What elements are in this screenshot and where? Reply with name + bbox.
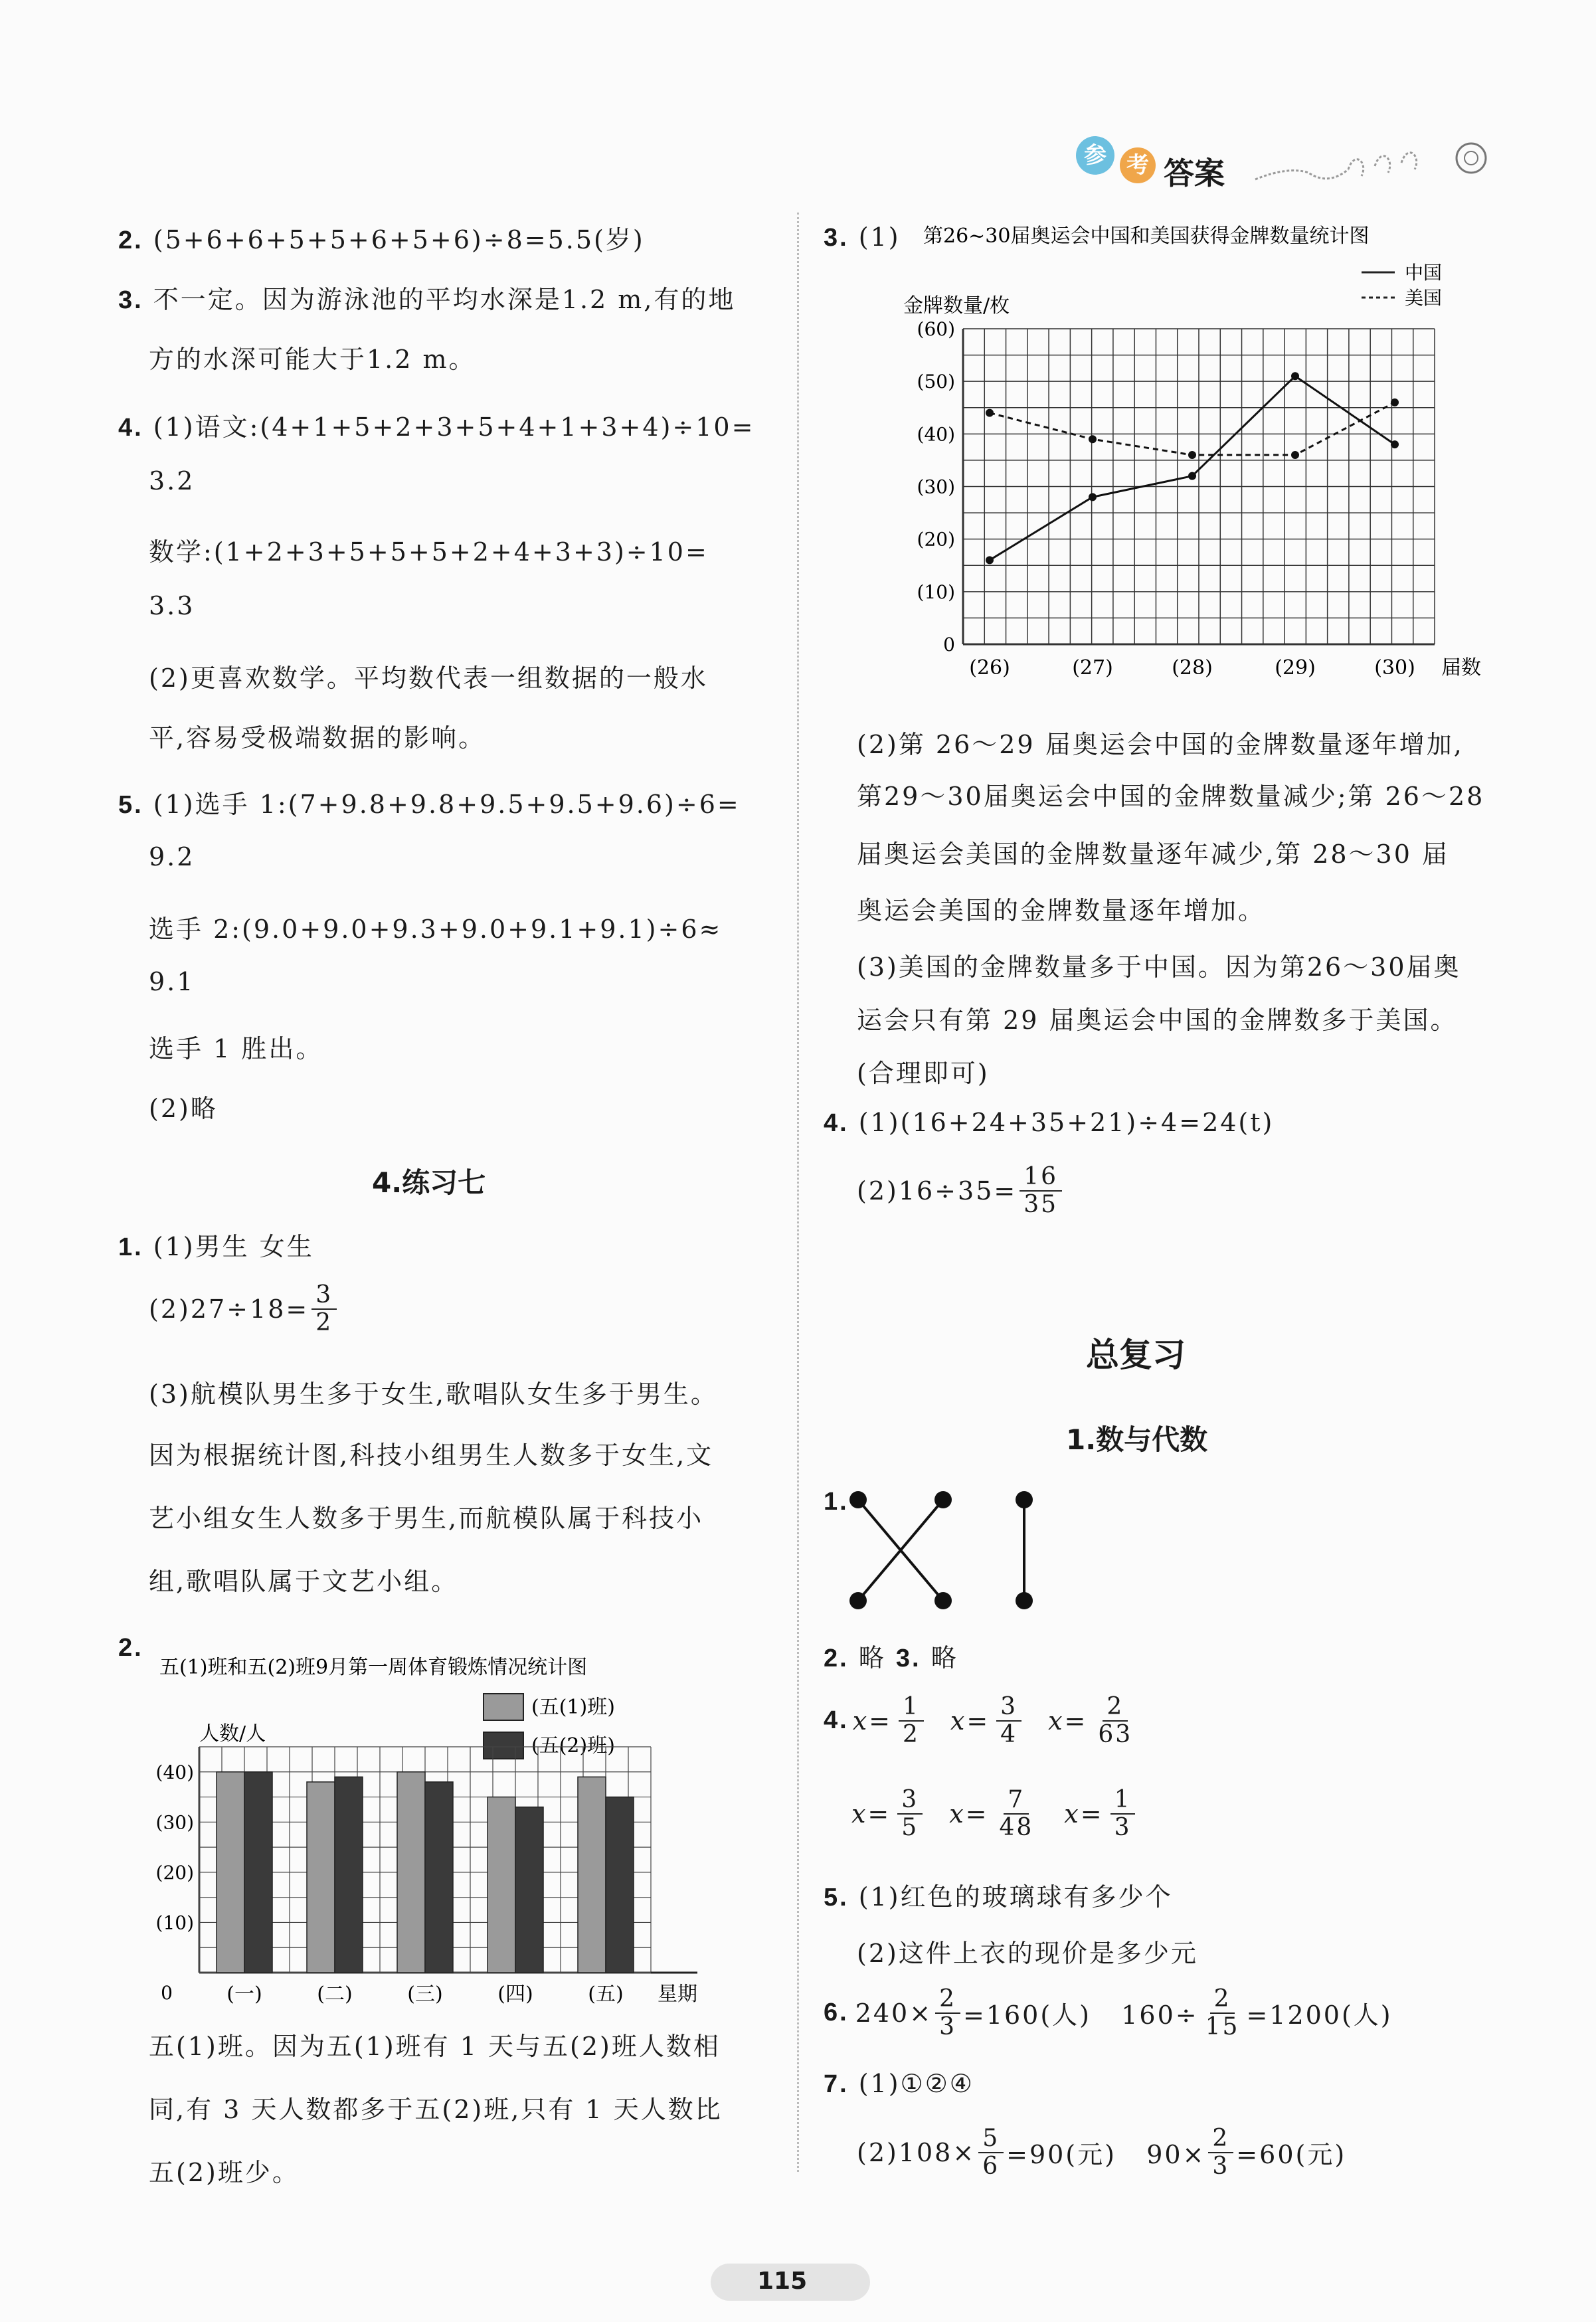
fraction: $\frac{2}{15}$ [1205, 1985, 1240, 2040]
y-tick-label: (40) [917, 423, 955, 446]
q4-line-2: 3.2 [149, 466, 195, 495]
q4-line-6: 平,容易受极端数据的影响。 [149, 723, 486, 753]
header-title: 答案 [1164, 155, 1225, 191]
q5-line-1: 5. (1)选手 1:(7+9.8+9.8+9.5+9.5+9.6)÷6= [118, 790, 741, 819]
series-line-china [990, 376, 1395, 560]
rq3-ans2-2: 第29～30届奥运会中国的金牌数量减少;第 26～28 [857, 782, 1485, 811]
r7-line-1: 7. (1)①②④ [824, 2069, 974, 2098]
bar [425, 1782, 453, 1973]
chart-title: 第26~30届奥运会中国和美国获得金牌数量统计图 [923, 224, 1370, 248]
fraction: $\frac{7}{48}$ [999, 1786, 1034, 1841]
legend-swatch-class-1 [484, 1694, 523, 1720]
y-tick-label: (20) [155, 1861, 194, 1884]
q3-line-1: 3. 不一定。因为游泳池的平均水深是1.2 m,有的地 [118, 285, 736, 314]
y-tick-label: (10) [155, 1912, 194, 1934]
data-point [1089, 493, 1097, 501]
rq4-line-1: 4. (1)(16+24+35+21)÷4=24(t) [824, 1108, 1275, 1137]
rq3-ans3-3: (合理即可) [857, 1059, 990, 1088]
q4-line-1: 4. (1)语文:(4+1+5+2+3+5+4+1+3+4)÷10= [118, 412, 755, 442]
s1-line-3: (3)航模队男生多于女生,歌唱队女生多于男生。 [149, 1380, 718, 1409]
review-title: 总复习 [1086, 1336, 1186, 1374]
data-point [1089, 435, 1097, 443]
fraction: $\frac{2}{3}$ [935, 1986, 960, 2040]
series-line-usa [990, 402, 1395, 455]
x-tick-label: (二) [317, 1983, 353, 2006]
chart-title: 五(1)班和五(2)班9月第一周体育锻炼情况统计图 [159, 1656, 588, 1679]
q4-line-5: (2)更喜欢数学。平均数代表一组数据的一般水 [149, 664, 708, 693]
r4-line-1: 4. x= $\frac{1}{2}$ x= $\frac{3}{4}$ x= $\frac{2}{63}$ [824, 1694, 1139, 1747]
data-point [1391, 440, 1399, 448]
x-tick-label: (29) [1275, 656, 1316, 679]
line-chart [890, 219, 1488, 697]
r1-number: 1. [824, 1488, 849, 1516]
q5-line-4: 9.1 [149, 967, 195, 996]
y-axis-label: 人数/人 [199, 1722, 266, 1745]
page-number: 115 [757, 2268, 808, 2295]
data-point [1188, 472, 1196, 480]
fraction: $\frac{3}{5}$ [897, 1787, 923, 1840]
fraction: $\frac{3}{2}$ [311, 1282, 337, 1336]
bar [307, 1782, 335, 1973]
q5-line-3: 选手 2:(9.0+9.0+9.3+9.0+9.1+9.1)÷6≈ [149, 915, 723, 944]
header-decoration [1249, 133, 1501, 199]
fraction: $\frac{2}{3}$ [1208, 2125, 1233, 2179]
bar [515, 1807, 543, 1973]
q2-line: 2. (5+6+6+5+5+6+5+6)÷8=5.5(岁) [118, 225, 645, 254]
legend-label-class-1: (五(1)班) [531, 1696, 615, 1719]
bar-chart [120, 1647, 731, 2019]
bar [488, 1797, 515, 1973]
x-tick-label: (五) [588, 1983, 624, 2006]
bar [397, 1772, 425, 1973]
s1-line-1: 1. (1)男生 女生 [118, 1232, 314, 1261]
column-divider [797, 213, 799, 2172]
x-tick-label: (26) [969, 656, 1010, 679]
x-tick-label: (四) [497, 1983, 533, 2006]
r5-line-1: 5. (1)红色的玻璃球有多少个 [824, 1882, 1173, 1912]
y-tick-label: 0 [943, 634, 955, 656]
data-point [986, 556, 994, 564]
rq3-ans2-4: 奥运会美国的金牌数量逐年增加。 [857, 896, 1266, 925]
y-tick-label: (50) [917, 371, 955, 393]
r5-line-2: (2)这件上衣的现价是多少元 [857, 1939, 1198, 1968]
r6-line: 6. 240× $\frac{2}{3}$ =160(人) 160÷ $\frac{2}{15}$ =1200(人) [824, 1985, 1393, 2040]
fraction: $\frac{2}{63}$ [1098, 1693, 1133, 1748]
x-tick-label: (30) [1374, 656, 1415, 679]
x-tick-label: (28) [1172, 656, 1213, 679]
legend-label-usa: 美国 [1405, 287, 1443, 309]
review-subtitle: 1.数与代数 [1066, 1423, 1208, 1456]
legend-label-class-2: (五(2)班) [531, 1734, 615, 1757]
x-tick-label: (一) [226, 1983, 262, 2006]
fraction: $\frac{3}{4}$ [996, 1694, 1021, 1747]
legend-swatch-class-2 [484, 1732, 523, 1759]
y-tick-label: (40) [155, 1761, 194, 1783]
s1-line-5: 艺小组女生人数多于男生,而航模队属于科技小 [149, 1504, 704, 1533]
bar [606, 1797, 634, 1973]
s1-line-4: 因为根据统计图,科技小组男生人数多于女生,文 [149, 1441, 714, 1470]
x-axis-label: 星期 [658, 1983, 697, 2006]
s2-answer-3: 五(2)班少。 [149, 2158, 300, 2187]
bar [217, 1772, 244, 1973]
data-point [1291, 372, 1299, 380]
s1-line-6: 组,歌唱队属于文艺小组。 [149, 1567, 459, 1596]
bar [335, 1777, 363, 1973]
r2-r3-line: 2. 略 3. 略 [824, 1643, 958, 1672]
fraction: $\frac{1}{3}$ [1110, 1787, 1136, 1840]
s1-line-2: (2)27÷18= $\frac{3}{2}$ [149, 1282, 339, 1336]
header-badge-1: 参 [1076, 136, 1114, 175]
q5-line-2: 9.2 [149, 842, 195, 871]
bar [244, 1772, 272, 1973]
rq3-ans2-3: 届奥运会美国的金牌数量逐年减少,第 28～30 届 [857, 840, 1449, 869]
bar [578, 1777, 606, 1973]
q4-line-3: 数学:(1+2+3+5+5+5+2+4+3+3)÷10= [149, 537, 709, 567]
matching-lines-diagram [843, 1488, 1056, 1621]
rq3-ans3-1: (3)美国的金牌数量多于中国。因为第26～30届奥 [857, 952, 1461, 982]
y-tick-label: (30) [917, 476, 955, 498]
y-tick-label: 0 [161, 1982, 173, 2004]
x-tick-label: (三) [407, 1983, 443, 2006]
header-badge-2: 考 [1120, 147, 1156, 183]
y-tick-label: (30) [155, 1811, 194, 1834]
s2-number: 2. [118, 1634, 143, 1662]
rq3-ans2-1: (2)第 26～29 届奥运会中国的金牌数量逐年增加, [857, 730, 1464, 759]
q4-line-4: 3.3 [149, 591, 195, 620]
rq3-label: 3. (1) [824, 223, 901, 252]
data-point [986, 409, 994, 417]
q3-line-2: 方的水深可能大于1.2 m。 [149, 345, 476, 374]
x-axis-label: 届数 [1441, 656, 1481, 679]
fraction: $\frac{1}{2}$ [899, 1694, 924, 1747]
r7-line-2: (2)108× $\frac{5}{6}$ =90(元) 90× $\frac{2}{3}$ =60(元) [857, 2125, 1347, 2180]
legend-label-china: 中国 [1405, 262, 1443, 284]
section-title: 4.练习七 [372, 1166, 486, 1199]
r4-line-2: x= $\frac{3}{5}$ x= $\frac{7}{48}$ x= $\frac{1}{3}$ [851, 1787, 1138, 1840]
fraction: $\frac{5}{6}$ [978, 2125, 1004, 2179]
y-axis-label: 金牌数量/枚 [903, 294, 1010, 317]
q5-line-5: 选手 1 胜出。 [149, 1034, 323, 1063]
data-point [1291, 451, 1299, 459]
s2-answer-2: 同,有 3 天人数都多于五(2)班,只有 1 天人数比 [149, 2095, 723, 2124]
rq3-ans3-2: 运会只有第 29 届奥运会中国的金牌数多于美国。 [857, 1006, 1458, 1035]
q5-line-6: (2)略 [149, 1094, 218, 1123]
rq4-line-2: (2)16÷35= $\frac{16}{35}$ [857, 1164, 1065, 1217]
fraction: $\frac{16}{35}$ [1020, 1164, 1062, 1217]
y-tick-label: (60) [917, 318, 955, 340]
data-point [1391, 399, 1399, 406]
x-tick-label: (27) [1072, 656, 1113, 679]
s2-answer-1: 五(1)班。因为五(1)班有 1 天与五(2)班人数相 [149, 2032, 721, 2061]
y-tick-label: (10) [917, 580, 955, 603]
data-point [1188, 451, 1196, 459]
y-tick-label: (20) [917, 528, 955, 551]
